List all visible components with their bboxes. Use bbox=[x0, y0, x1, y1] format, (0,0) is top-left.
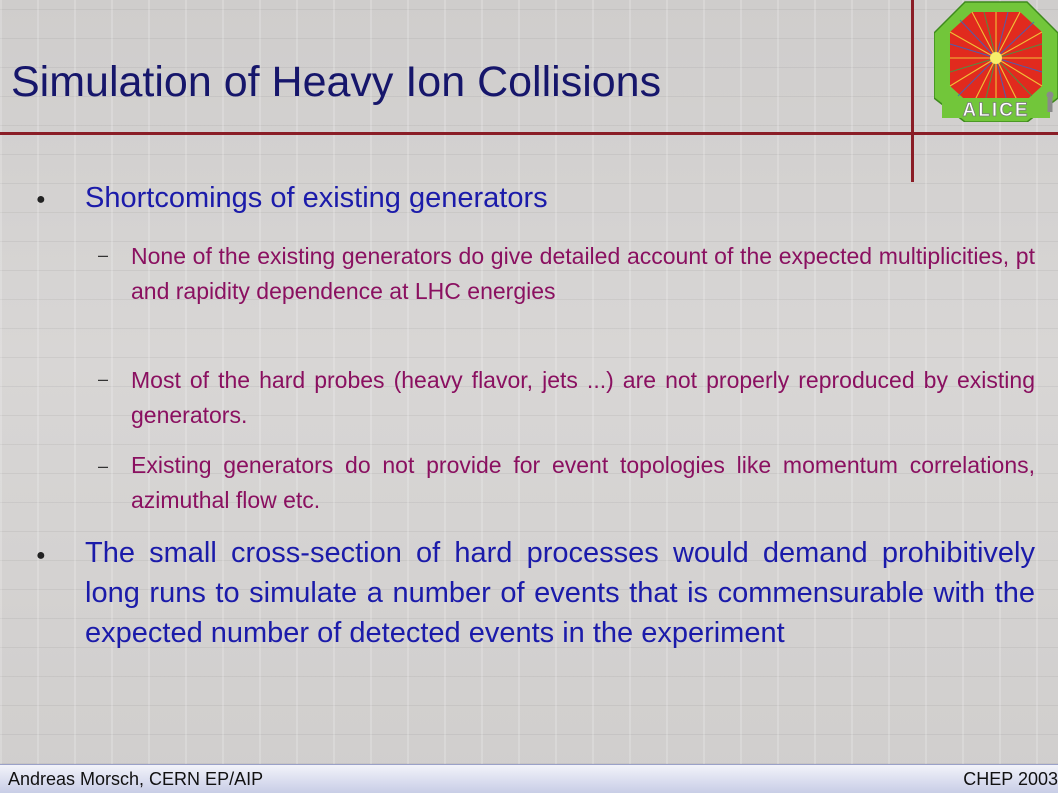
footer-bar bbox=[0, 764, 1058, 793]
bullet-dot-icon: ● bbox=[36, 547, 46, 564]
footer-conference: CHEP 2003 bbox=[963, 769, 1058, 789]
footer-author: Andreas Morsch, CERN EP/AIP bbox=[8, 769, 264, 789]
bullet-text: Shortcomings of existing generators bbox=[85, 182, 548, 214]
sub-bullet-text: None of the existing generators do give detailed account of the expected multiplicities, pt and rapidity dependence at LHC energies bbox=[131, 243, 1035, 304]
logo-text: ALICE bbox=[962, 100, 1030, 121]
bullet-text: The small cross-section of hard processes would demand prohibitively long runs to simulate a number of events that is commensurable with the expected number of detected events in the experiment bbox=[85, 537, 1035, 649]
bullet-dot-icon: ● bbox=[36, 191, 46, 208]
sub-bullet-text: Most of the hard probes (heavy flavor, jets ...) are not properly reproduced by existing generators. bbox=[131, 367, 1035, 428]
slide-title: Simulation of Heavy Ion Collisions bbox=[11, 58, 662, 106]
dash-icon: – bbox=[98, 245, 109, 265]
sub-bullet-text: Existing generators do not provide for event topologies like momentum correlations, azimuthal flow etc. bbox=[131, 452, 1035, 513]
dash-icon: – bbox=[98, 369, 109, 389]
dash-icon: – bbox=[98, 456, 109, 476]
